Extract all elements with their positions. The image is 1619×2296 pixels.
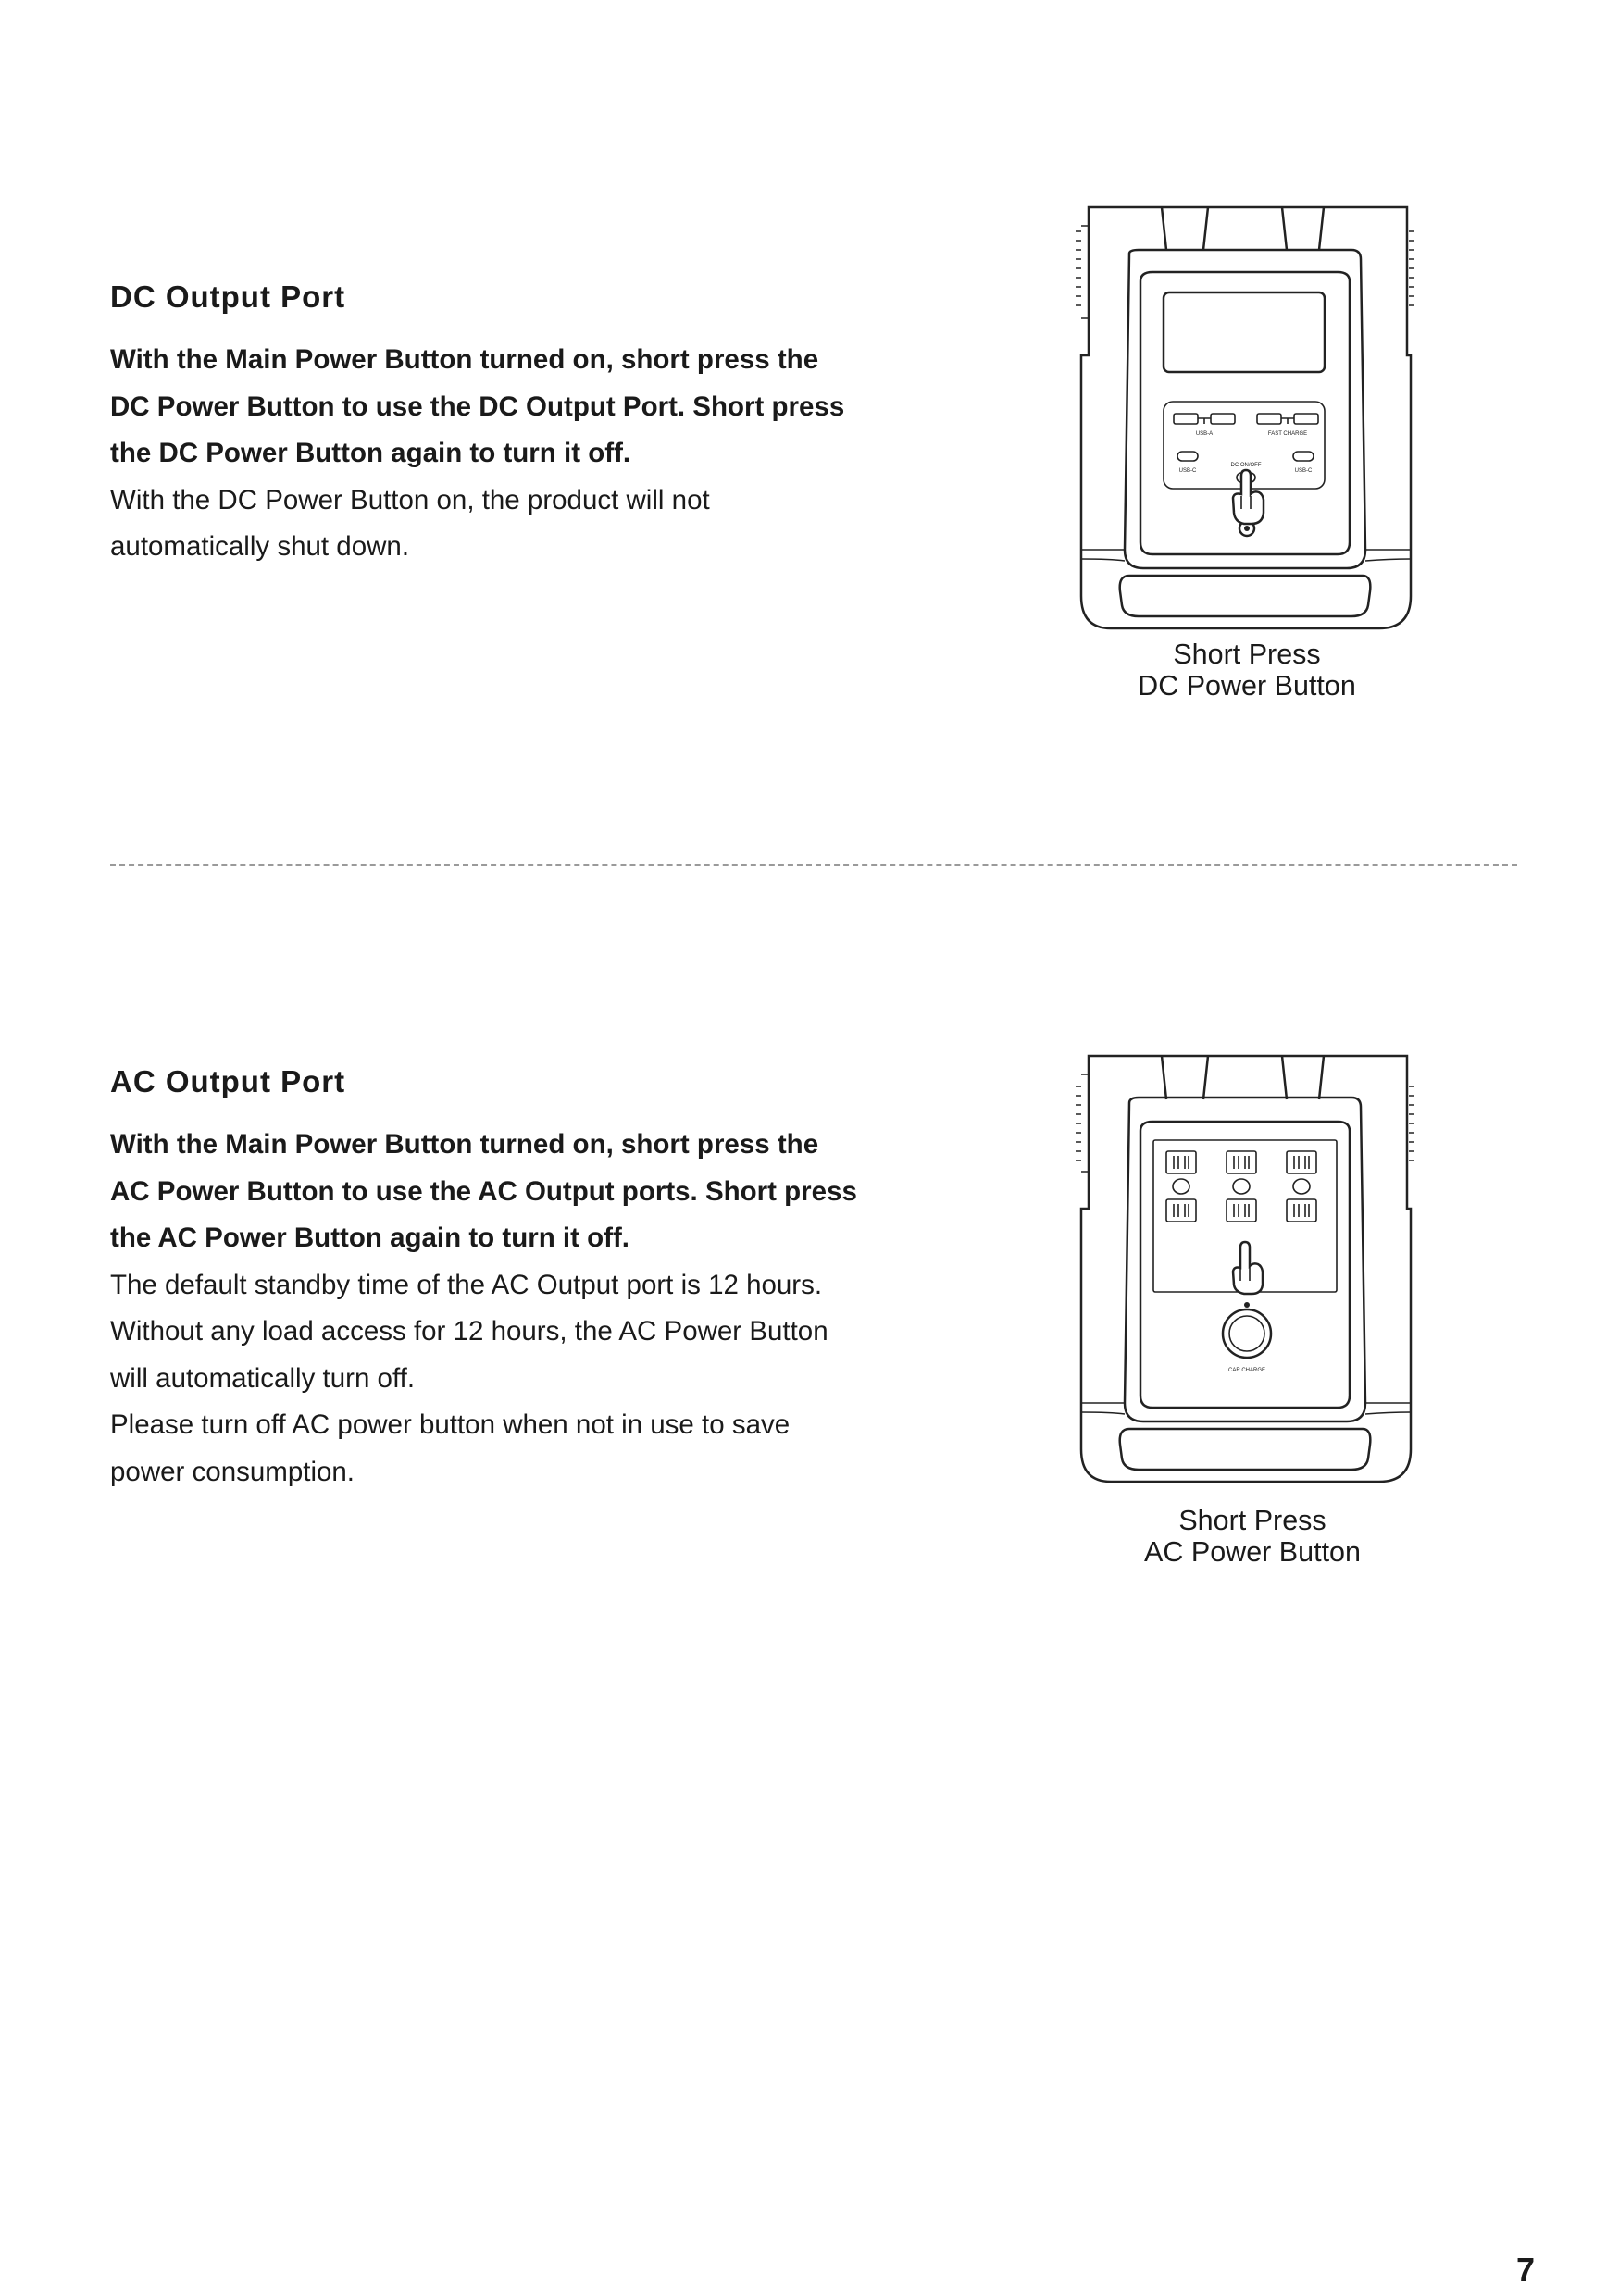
section-divider	[110, 864, 1517, 866]
ac-figure-caption	[1067, 1505, 1438, 1568]
dc-instructions	[110, 337, 943, 571]
page-number: 7	[1515, 2251, 1535, 2289]
ac-instructions	[110, 1122, 943, 1496]
ac-text-column	[110, 1063, 943, 1496]
ac-bold-line-3: the AC Power Button again to turn it off.	[110, 1222, 629, 1253]
dc-bold-line-3: the DC Power Button again to turn it off.	[110, 438, 631, 468]
dc-device-illustration	[1074, 198, 1416, 633]
car-charge-label: CAR CHARGE	[1227, 1368, 1266, 1373]
ac-bold-line-1: With the Main Power Button turned on, short press the	[110, 1129, 819, 1160]
ac-normal-line-1: The default standby time of the AC Output port is 12 hours.	[110, 1269, 823, 1300]
fast-charge-label: FAST CHARGE	[1267, 431, 1308, 437]
dc-normal-line-1: With the DC Power Button on, the product will not	[110, 484, 710, 515]
usb-c-left-label: USB-C	[1178, 468, 1197, 474]
dc-caption-line-2: DC Power Button	[1138, 670, 1356, 701]
usb-c-right-label: USB-C	[1294, 468, 1313, 474]
dc-onoff-label: DC ON/OFF	[1230, 463, 1262, 468]
dc-bold-line-2: DC Power Button to use the DC Output Port. Short press	[110, 391, 845, 422]
ac-normal-line-5: power consumption.	[110, 1456, 355, 1487]
dc-heading: DC Output Port	[110, 279, 346, 314]
dc-bold-line-1: With the Main Power Button turned on, short press the	[110, 344, 819, 375]
ac-heading: AC Output Port	[110, 1064, 346, 1098]
dc-normal-line-2: automatically shut down.	[110, 531, 410, 562]
ac-device-illustration	[1074, 1051, 1416, 1486]
ac-normal-line-2: Without any load access for 12 hours, the AC Power Button	[110, 1316, 828, 1347]
ac-normal-line-3: will automatically turn off.	[110, 1362, 416, 1394]
ac-normal-line-4: Please turn off AC power button when not in use to save	[110, 1409, 791, 1440]
dc-text-column	[110, 279, 943, 571]
dc-caption-line-1: Short Press	[1173, 639, 1321, 670]
ac-caption-line-1: Short Press	[1178, 1505, 1326, 1536]
ac-caption-line-2: AC Power Button	[1144, 1536, 1361, 1568]
ac-bold-line-2: AC Power Button to use the AC Output ports. Short press	[110, 1175, 857, 1207]
dc-figure-caption	[1062, 639, 1432, 701]
usb-a-label: USB-A	[1195, 431, 1214, 437]
